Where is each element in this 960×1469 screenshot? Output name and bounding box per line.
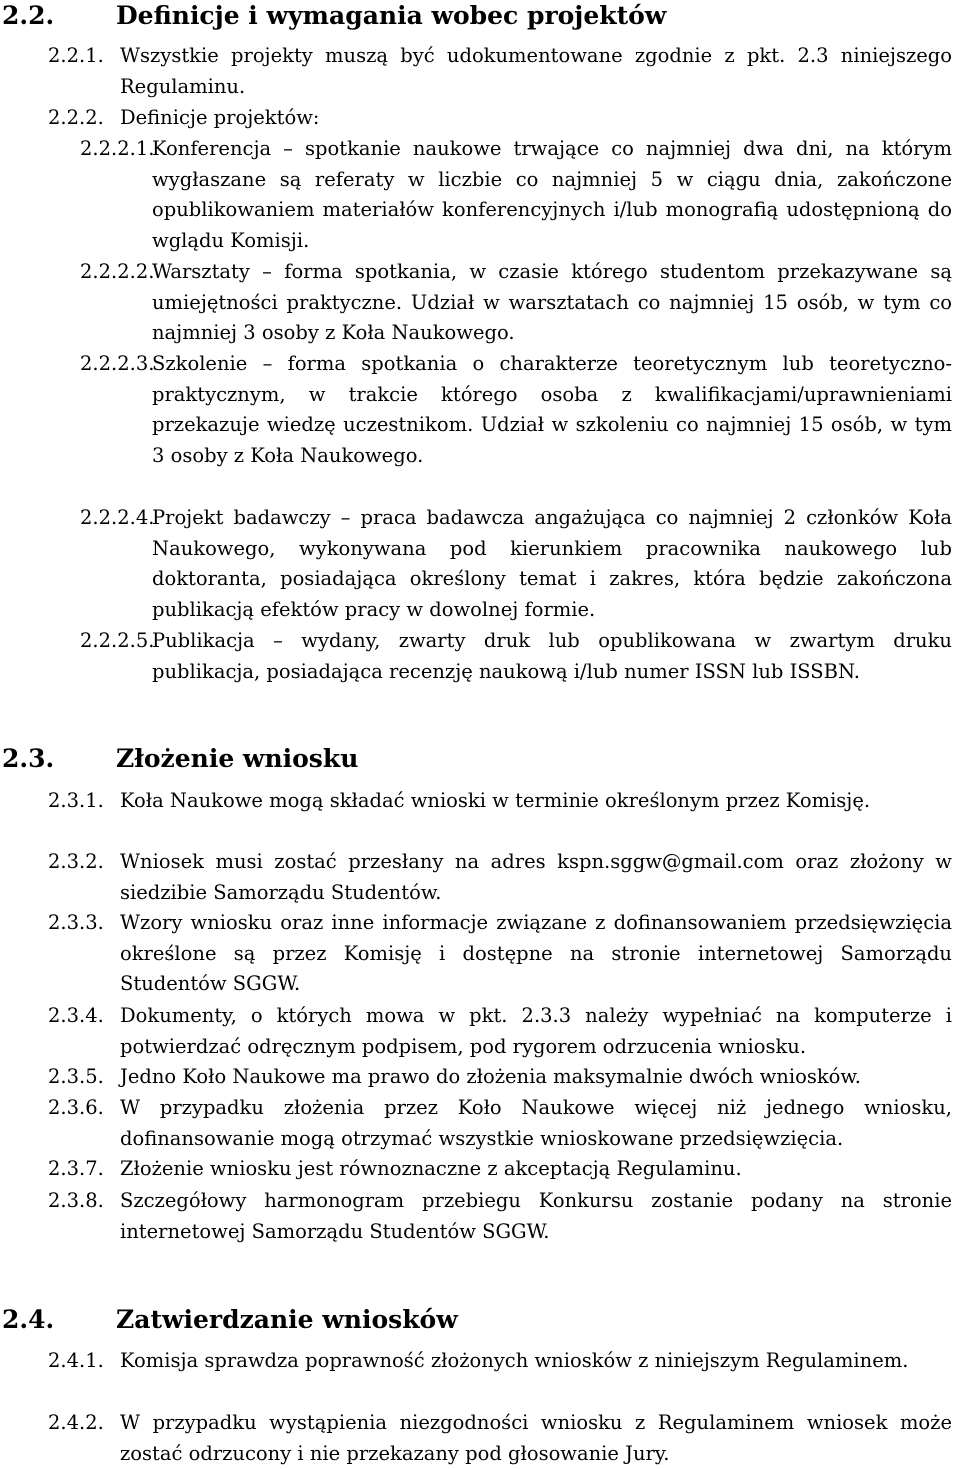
list-item-2-2-2 xyxy=(48,103,952,134)
item-text: W przypadku złożenia przez Koło Naukowe więcej niż jednego wniosku, dofinansowanie mogą otrzymać wszystkie wnioskowane przedsięwzięcia. xyxy=(120,1096,952,1150)
item-text: Jedno Koło Naukowe ma prawo do złożenia maksymalnie dwóch wniosków. xyxy=(120,1065,861,1088)
list-item-2-4-1 xyxy=(48,1346,952,1377)
item-number: 2.2.2.2. xyxy=(80,260,155,283)
item-number: 2.3.5. xyxy=(48,1065,104,1088)
item-number: 2.2.2.5. xyxy=(80,629,155,652)
item-number: 2.4.2. xyxy=(48,1411,104,1434)
list-item-2-3-4 xyxy=(48,1001,952,1062)
list-item-2-4-2 xyxy=(48,1408,952,1469)
section-title: Złożenie wniosku xyxy=(116,744,359,773)
item-number: 2.4.1. xyxy=(48,1349,104,1372)
item-number: 2.3.6. xyxy=(48,1096,104,1119)
item-text: Wniosek musi zostać przesłany na adres kspn.sggw@gmail.com oraz złożony w siedzibie Samorządu Studentów. xyxy=(120,850,952,904)
item-number: 2.3.3. xyxy=(48,911,104,934)
item-number: 2.2.2.3. xyxy=(80,352,155,375)
item-number: 2.2.2.1. xyxy=(80,137,155,160)
item-text: Wzory wniosku oraz inne informacje związane z dofinansowaniem przedsięwzięcia określone są przez Komisję i dostępne na stronie internetowej Samorządu Studentów SGGW. xyxy=(120,911,952,996)
list-item-2-2-2-1 xyxy=(80,134,952,257)
item-text: Definicje projektów: xyxy=(120,106,320,129)
list-item-2-3-7 xyxy=(48,1154,952,1185)
item-text: Koła Naukowe mogą składać wnioski w terminie określonym przez Komisję. xyxy=(120,789,871,812)
list-item-2-2-2-5 xyxy=(80,626,952,687)
section-number: 2.3. xyxy=(2,744,55,773)
item-number: 2.2.1. xyxy=(48,44,104,67)
item-text: Złożenie wniosku jest równoznaczne z akceptacją Regulaminu. xyxy=(120,1157,742,1180)
list-item-2-3-8 xyxy=(48,1186,952,1247)
list-item-2-2-2-2 xyxy=(80,257,952,349)
list-item-2-3-1 xyxy=(48,786,952,817)
item-text: W przypadku wystąpienia niezgodności wniosku z Regulaminem wniosek może zostać odrzucony i nie przekazany pod głosowanie Jury. xyxy=(120,1411,952,1465)
item-number: 2.2.2. xyxy=(48,106,104,129)
item-text: Publikacja – wydany, zwarty druk lub opublikowana w zwartym druku publikacja, posiadająca recenzję naukową i/lub numer ISSN lub ISSBN. xyxy=(152,629,952,683)
item-text: Projekt badawczy – praca badawcza angażująca co najmniej 2 członków Koła Naukowego, wykonywana pod kierunkiem pracownika naukowego lub doktoranta, posiadająca określony temat i zakres, która będzie zakończona publikacją efektów pracy w dowolnej formie. xyxy=(152,506,952,622)
list-item-2-3-5 xyxy=(48,1062,952,1093)
item-number: 2.3.8. xyxy=(48,1189,104,1212)
section-number: 2.2. xyxy=(2,1,55,30)
item-number: 2.3.1. xyxy=(48,789,104,812)
list-item-2-2-2-3 xyxy=(80,349,952,472)
item-text: Dokumenty, o których mowa w pkt. 2.3.3 należy wypełniać na komputerze i potwierdzać odręcznym podpisem, pod rygorem odrzucenia wniosku. xyxy=(120,1004,952,1058)
item-number: 2.3.2. xyxy=(48,850,104,873)
item-text: Szkolenie – forma spotkania o charakterze teoretycznym lub teoretyczno-praktycznym, w trakcie którego osoba z kwalifikacjami/uprawnieniami przekazuje wiedzę uczestnikom. Udział w szkoleniu co najmniej 15 osób, w tym 3 osoby z Koła Naukowego. xyxy=(152,352,952,468)
list-item-2-3-3 xyxy=(48,908,952,1000)
list-item-2-3-2 xyxy=(48,847,952,908)
section-title: Zatwierdzanie wniosków xyxy=(116,1305,458,1334)
item-text: Komisja sprawdza poprawność złożonych wniosków z niniejszym Regulaminem. xyxy=(120,1349,909,1372)
section-number: 2.4. xyxy=(2,1305,55,1334)
item-number: 2.3.7. xyxy=(48,1157,104,1180)
list-item-2-2-2-4 xyxy=(80,503,952,626)
section-title: Definicje i wymagania wobec projektów xyxy=(116,1,667,30)
item-text: Szczegółowy harmonogram przebiegu Konkursu zostanie podany na stronie internetowej Samorządu Studentów SGGW. xyxy=(120,1189,952,1243)
item-text: Warsztaty – forma spotkania, w czasie którego studentom przekazywane są umiejętności praktyczne. Udział w warsztatach co najmniej 15 osób, w tym co najmniej 3 osoby z Koła Naukowego. xyxy=(152,260,952,345)
list-item-2-3-6 xyxy=(48,1093,952,1154)
item-number: 2.3.4. xyxy=(48,1004,104,1027)
item-text: Konferencja – spotkanie naukowe trwające co najmniej dwa dni, na którym wygłaszane są referaty w liczbie co najmniej 5 w ciągu dnia, zakończone opublikowaniem materiałów konferencyjnych i/lub monografią udostępnioną do wglądu Komisji. xyxy=(152,137,952,253)
item-number: 2.2.2.4. xyxy=(80,506,155,529)
list-item-2-2-1 xyxy=(48,41,952,102)
item-text: Wszystkie projekty muszą być udokumentowane zgodnie z pkt. 2.3 niniejszego Regulaminu. xyxy=(120,44,952,98)
